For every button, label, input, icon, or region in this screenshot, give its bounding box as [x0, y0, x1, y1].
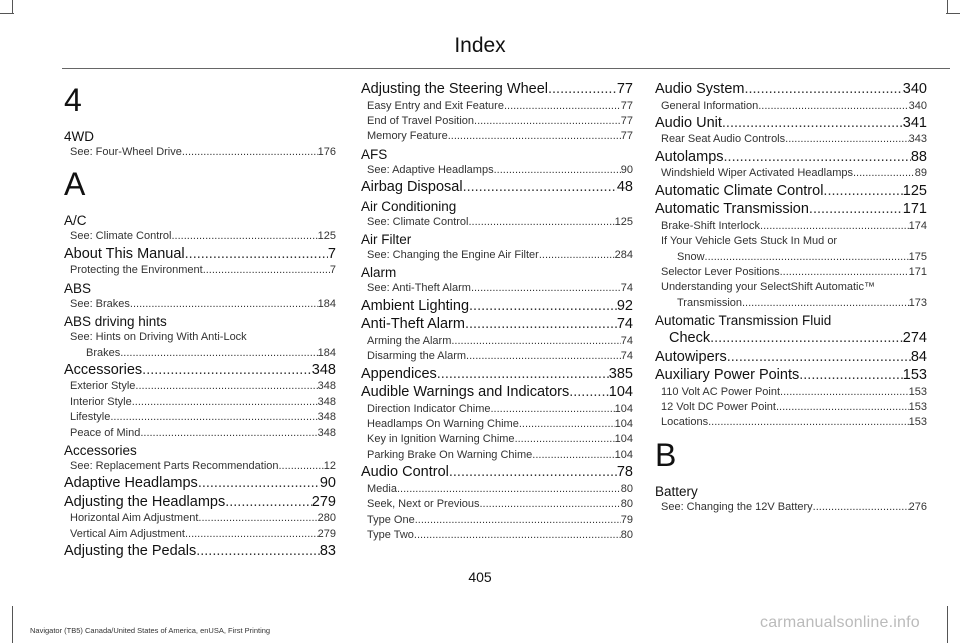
- index-subentry: [655, 415, 927, 430]
- index-subentry: [361, 163, 633, 178]
- index-page-ref: 340: [908, 99, 927, 112]
- index-entry-text: See: Replacement Parts Recommendation: [70, 460, 279, 473]
- index-entry-text: Adjusting the Steering Wheel: [361, 81, 548, 97]
- crop-mark-top-right: [947, 0, 948, 14]
- index-entry: [655, 149, 927, 167]
- page-header-title: Index: [454, 34, 506, 57]
- index-column-3: [655, 80, 927, 515]
- index-entry-text: Auxiliary Power Points: [655, 367, 800, 384]
- index-page-ref: 78: [616, 464, 633, 481]
- index-subentry: [361, 432, 633, 447]
- dot-leader: [203, 263, 330, 278]
- index-subentry: [655, 280, 927, 295]
- index-page-ref: 343: [908, 133, 927, 146]
- index-entry-text: 4WD: [64, 129, 94, 144]
- index-entry-text: Easy Entry and Exit Feature: [367, 99, 504, 112]
- crop-mark-bottom-right: [947, 606, 948, 643]
- index-column-2: [361, 80, 633, 543]
- index-entry-text: See: Adaptive Headlamps: [367, 163, 494, 176]
- index-page-ref: 280: [317, 512, 336, 525]
- index-entry: [64, 362, 336, 380]
- index-page-ref: 104: [614, 418, 633, 431]
- crop-mark-top-left: [12, 0, 13, 14]
- index-subentry: [361, 448, 633, 463]
- dot-leader: [451, 334, 620, 349]
- index-subentry: [361, 482, 633, 497]
- index-subentry: [361, 528, 633, 543]
- index-entry-text: ABS driving hints: [64, 314, 167, 330]
- index-page-ref: 153: [908, 401, 927, 414]
- index-page-ref: 12: [323, 460, 336, 473]
- index-page-ref: 279: [317, 527, 336, 540]
- crop-mark-top-left-h: [0, 13, 14, 14]
- index-subentry: [64, 395, 336, 410]
- index-section-letter: 4: [64, 82, 82, 118]
- index-page-ref: 348: [317, 426, 336, 439]
- dot-leader: [449, 464, 617, 482]
- index-entry-text: Audio System: [655, 81, 745, 97]
- index-subentry: [64, 459, 336, 474]
- index-entry-text: A/C: [64, 213, 87, 229]
- index-entry-text: If Your Vehicle Gets Stuck In Mud or: [661, 235, 838, 248]
- index-entry-text: Audio Unit: [655, 114, 722, 131]
- index-entry-text: Appendices: [361, 365, 437, 382]
- index-entry: [655, 201, 927, 219]
- index-subentry: [655, 234, 927, 249]
- dot-leader: [708, 415, 909, 430]
- index-subentry: [361, 281, 633, 296]
- index-subentry: [361, 513, 633, 528]
- index-entry-text: Autowipers: [655, 348, 727, 365]
- index-subentry: [361, 349, 633, 364]
- dot-leader: [727, 349, 911, 367]
- index-subentry: [361, 417, 633, 432]
- index-subentry: [655, 132, 927, 147]
- dot-leader: [776, 400, 909, 415]
- dot-leader: [185, 246, 328, 264]
- crop-mark-bottom-left: [12, 606, 13, 643]
- index-entry-text: Automatic Climate Control: [655, 182, 824, 199]
- index-entry-text: 12 Volt DC Power Point: [661, 401, 776, 414]
- index-page-ref: 74: [616, 316, 633, 333]
- dot-leader: [744, 81, 902, 99]
- index-entry: [361, 464, 633, 482]
- index-column-1: [64, 80, 336, 561]
- dot-leader: [437, 366, 609, 384]
- dot-leader: [569, 384, 609, 402]
- index-entry-text: Disarming the Alarm: [367, 350, 467, 363]
- index-entry: [655, 483, 927, 500]
- index-entry-text: See: Anti-Theft Alarm: [367, 282, 471, 295]
- dot-leader: [196, 543, 320, 561]
- index-entry-text: Audible Warnings and Indicators: [361, 384, 570, 401]
- index-page-ref: 153: [908, 385, 927, 398]
- index-entry-text: Vertical Aim Adjustment: [70, 527, 185, 540]
- index-entry: [655, 183, 927, 201]
- index-entry-text: Headlamps On Warning Chime: [367, 418, 519, 431]
- index-subentry: [64, 426, 336, 441]
- index-entry: [655, 312, 927, 329]
- index-page-ref: 184: [317, 346, 336, 359]
- index-page-ref: 89: [914, 167, 927, 180]
- dot-leader: [182, 145, 318, 160]
- dot-leader: [466, 349, 621, 364]
- index-page-ref: 348: [317, 411, 336, 424]
- index-entry: [361, 198, 633, 215]
- index-subentry: [361, 129, 633, 144]
- index-entry-text: End of Travel Position: [367, 114, 475, 127]
- index-page-ref: 7: [327, 245, 336, 262]
- dot-leader: [469, 298, 617, 316]
- index-page-ref: 276: [908, 500, 927, 513]
- index-subentry: [655, 166, 927, 181]
- index-entry-text: Accessories: [64, 361, 143, 378]
- index-page-ref: 173: [908, 296, 927, 309]
- index-page-ref: 279: [311, 493, 336, 510]
- index-entry-text: See: Four-Wheel Drive: [70, 146, 182, 158]
- index-entry-text: Locations: [661, 416, 709, 429]
- dot-leader: [463, 179, 617, 197]
- index-subentry: [64, 229, 336, 244]
- dot-leader: [780, 385, 909, 400]
- index-subentry: [361, 334, 633, 349]
- index-entry-text: Adjusting the Pedals: [64, 543, 197, 560]
- index-page-ref: 83: [319, 543, 336, 560]
- dot-leader: [130, 297, 318, 312]
- index-entry-text: Brakes: [86, 346, 121, 359]
- index-entry-text: Type One: [367, 513, 415, 526]
- index-page-ref: 80: [620, 498, 633, 511]
- index-subentry: [64, 527, 336, 542]
- index-page-ref: 80: [620, 482, 633, 495]
- index-entry-text: See: Climate Control: [367, 215, 469, 228]
- index-entry: [655, 367, 927, 385]
- page-number: 405: [468, 569, 492, 585]
- index-entry-text: Horizontal Aim Adjustment: [70, 512, 199, 525]
- index-page-ref: 7: [329, 264, 336, 277]
- dot-leader: [491, 402, 615, 417]
- index-subentry: [655, 385, 927, 400]
- index-entry-text: Interior Style: [70, 395, 132, 408]
- index-page-ref: 104: [608, 384, 633, 401]
- dot-leader: [397, 482, 621, 497]
- dot-leader: [519, 417, 615, 432]
- index-page-ref: 176: [317, 146, 336, 158]
- index-page-ref: 153: [908, 416, 927, 429]
- index-subentry: [64, 410, 336, 425]
- index-entry: [64, 313, 336, 330]
- index-subentry: [361, 248, 633, 263]
- index-entry: [361, 179, 633, 197]
- index-subentry: [655, 296, 927, 311]
- index-page-ref: 174: [908, 219, 927, 232]
- index-page-ref: 125: [902, 182, 927, 199]
- index-entry: [655, 81, 927, 99]
- index-entry-text: Understanding your SelectShift Automatic™: [661, 281, 876, 294]
- index-entry: [361, 384, 633, 402]
- dot-leader: [724, 149, 911, 167]
- index-entry: [64, 128, 336, 145]
- dot-leader: [415, 513, 621, 528]
- index-page-ref: 48: [616, 179, 633, 196]
- index-page-ref: 340: [902, 81, 927, 97]
- index-entry-text: Check: [669, 330, 711, 347]
- index-subentry: [64, 330, 336, 345]
- index-entry-text: Adjusting the Headlamps: [64, 493, 226, 510]
- dot-leader: [414, 528, 621, 543]
- index-page-ref: 74: [620, 282, 633, 295]
- index-page-ref: 92: [616, 297, 633, 314]
- index-subentry: [64, 297, 336, 312]
- dot-leader: [758, 99, 908, 114]
- index-entry: [64, 543, 336, 561]
- index-entry-text: Memory Feature: [367, 130, 448, 143]
- index-entry: [361, 366, 633, 384]
- index-entry-text: Media: [367, 482, 397, 495]
- dot-leader: [142, 362, 312, 380]
- index-entry-text: Battery: [655, 483, 698, 499]
- dot-leader: [809, 201, 903, 219]
- index-subentry: [655, 400, 927, 415]
- dot-leader: [474, 114, 621, 129]
- dot-leader: [198, 475, 320, 493]
- dot-leader: [785, 132, 909, 147]
- index-entry: [361, 146, 633, 163]
- dot-leader: [853, 166, 915, 181]
- index-entry-text: Snow: [677, 250, 705, 263]
- index-page-ref: 79: [620, 513, 633, 526]
- index-entry: [655, 115, 927, 133]
- index-entry: [64, 212, 336, 229]
- index-subentry: [64, 346, 336, 361]
- dot-leader: [494, 163, 621, 178]
- index-entry-text: See: Changing the Engine Air Filter: [367, 249, 539, 262]
- index-subentry: [64, 263, 336, 278]
- index-entry-text: Lifestyle: [70, 411, 111, 424]
- index-entry-text: Automatic Transmission Fluid: [655, 313, 832, 329]
- index-entry-text: Air Filter: [361, 232, 412, 248]
- dot-leader: [448, 129, 621, 144]
- dot-leader: [539, 248, 615, 263]
- index-entry-text: Windshield Wiper Activated Headlamps: [661, 167, 853, 180]
- index-entry-text: See: Hints on Driving With Anti-Lock: [70, 331, 247, 344]
- index-page-ref: 341: [902, 114, 927, 131]
- index-entry-text: Air Conditioning: [361, 198, 457, 214]
- index-entry-text: 110 Volt AC Power Point: [661, 385, 781, 398]
- index-page-ref: 77: [620, 114, 633, 127]
- dot-leader: [120, 346, 317, 361]
- index-entry-text: Alarm: [361, 265, 397, 281]
- index-subentry: [361, 215, 633, 230]
- index-entry-text: Anti-Theft Alarm: [361, 316, 465, 333]
- index-entry-text: Type Two: [367, 529, 414, 541]
- index-page-ref: 80: [620, 529, 633, 541]
- index-page-ref: 90: [620, 163, 633, 176]
- index-subentry: [361, 497, 633, 512]
- dot-leader: [722, 115, 903, 133]
- dot-leader: [504, 99, 621, 114]
- index-page-ref: 88: [910, 148, 927, 165]
- index-entry-text: General Information: [661, 99, 759, 112]
- index-entry-text: Exterior Style: [70, 380, 136, 393]
- dot-leader: [185, 527, 318, 542]
- index-page-ref: 125: [317, 230, 336, 243]
- index-page-ref: 74: [620, 350, 633, 363]
- index-entry: [361, 264, 633, 281]
- dot-leader: [532, 448, 614, 463]
- index-page-ref: 284: [614, 249, 633, 262]
- index-entry-text: See: Changing the 12V Battery: [661, 500, 813, 513]
- index-entry-text: Selector Lever Positions: [661, 265, 780, 278]
- watermark: carmanualsonline.info: [760, 614, 920, 631]
- index-entry-text: Parking Brake On Warning Chime: [367, 448, 533, 461]
- dot-leader: [132, 395, 318, 410]
- index-page-ref: 153: [902, 367, 927, 384]
- crop-mark-top-right-h: [946, 13, 960, 14]
- index-page-ref: 274: [902, 330, 927, 347]
- index-subentry: [655, 250, 927, 265]
- index-subentry: [64, 379, 336, 394]
- index-subentry: [361, 114, 633, 129]
- index-entry: [655, 349, 927, 367]
- index-entry: [64, 475, 336, 493]
- index-entry: [361, 298, 633, 316]
- dot-leader: [705, 250, 909, 265]
- index-subentry: [655, 500, 927, 515]
- index-section-letter: A: [64, 166, 86, 203]
- index-page-ref: 77: [620, 99, 633, 112]
- index-subentry: [64, 511, 336, 526]
- index-entry: [64, 494, 336, 512]
- index-page-ref: 171: [902, 201, 927, 218]
- index-entry-text: Arming the Alarm: [367, 334, 452, 347]
- index-page-ref: 184: [317, 297, 336, 310]
- index-entry: [361, 231, 633, 248]
- dot-leader: [135, 379, 317, 394]
- index-entry-text: ABS: [64, 280, 92, 296]
- index-entry-text: See: Brakes: [70, 297, 130, 310]
- index-entry-text: Key in Ignition Warning Chime: [367, 433, 515, 446]
- index-entry-text: Automatic Transmission: [655, 201, 809, 218]
- index-subentry: [64, 145, 336, 160]
- index-subentry: [361, 402, 633, 417]
- header-divider: [62, 68, 950, 69]
- index-page-ref: 348: [317, 395, 336, 408]
- index-page-ref: 90: [319, 475, 336, 492]
- index-entry-text: Direction Indicator Chime: [367, 402, 491, 415]
- index-page-ref: 171: [908, 265, 927, 278]
- index-entry-text: Transmission: [677, 296, 742, 309]
- index-page-ref: 104: [614, 448, 633, 461]
- dot-leader: [823, 183, 902, 201]
- dot-leader: [198, 511, 317, 526]
- index-entry: [655, 330, 927, 348]
- dot-leader: [471, 281, 621, 296]
- index-entry-text: About This Manual: [64, 245, 185, 262]
- index-entry-text: Protecting the Environment: [70, 264, 203, 277]
- index-entry-text: Adaptive Headlamps: [64, 475, 198, 492]
- index-entry: [64, 442, 336, 459]
- index-page-ref: 385: [608, 365, 633, 382]
- dot-leader: [279, 459, 324, 474]
- index-subentry: [361, 99, 633, 114]
- dot-leader: [480, 497, 621, 512]
- dot-leader: [710, 330, 903, 348]
- index-subentry: [655, 265, 927, 280]
- index-entry: [64, 246, 336, 264]
- dot-leader: [172, 229, 318, 244]
- index-page-ref: 84: [910, 348, 927, 365]
- index-section-letter: B: [655, 436, 677, 473]
- index-entry-text: Peace of Mind: [70, 426, 141, 439]
- dot-leader: [465, 316, 617, 334]
- index-page-ref: 104: [614, 433, 633, 446]
- dot-leader: [780, 265, 909, 280]
- dot-leader: [548, 81, 617, 99]
- index-page-ref: 74: [620, 334, 633, 347]
- index-page-ref: 348: [311, 361, 336, 378]
- index-entry-text: Autolamps: [655, 148, 724, 165]
- dot-leader: [742, 296, 909, 311]
- dot-leader: [110, 410, 317, 425]
- index-entry-text: Brake-Shift Interlock: [661, 219, 761, 232]
- index-entry-text: Ambient Lighting: [361, 297, 470, 314]
- footer-printing-info: Navigator (TB5) Canada/United States of America, enUSA, First Printing: [30, 626, 271, 635]
- index-entry-text: Accessories: [64, 443, 137, 459]
- index-entry-text: Rear Seat Audio Controls: [661, 133, 786, 146]
- index-page-ref: 77: [620, 130, 633, 143]
- index-subentry: [655, 219, 927, 234]
- dot-leader: [813, 500, 909, 515]
- dot-leader: [225, 494, 312, 512]
- index-entry: [64, 280, 336, 297]
- index-entry-text: See: Climate Control: [70, 230, 172, 243]
- index-page-ref: 348: [317, 380, 336, 393]
- index-entry: [361, 316, 633, 334]
- index-entry-text: Airbag Disposal: [361, 179, 463, 196]
- dot-leader: [140, 426, 317, 441]
- index-subentry: [655, 99, 927, 114]
- index-page-ref: 175: [908, 250, 927, 263]
- index-page-ref: 125: [614, 215, 633, 228]
- index-entry-text: Seek, Next or Previous: [367, 498, 480, 511]
- index-page-ref: 77: [616, 81, 633, 97]
- dot-leader: [469, 215, 615, 230]
- index-entry-text: AFS: [361, 146, 388, 162]
- index-page-ref: 104: [614, 402, 633, 415]
- dot-leader: [515, 432, 615, 447]
- index-entry: [361, 81, 633, 99]
- index-entry-text: Audio Control: [361, 464, 449, 481]
- dot-leader: [799, 367, 903, 385]
- dot-leader: [760, 219, 909, 234]
